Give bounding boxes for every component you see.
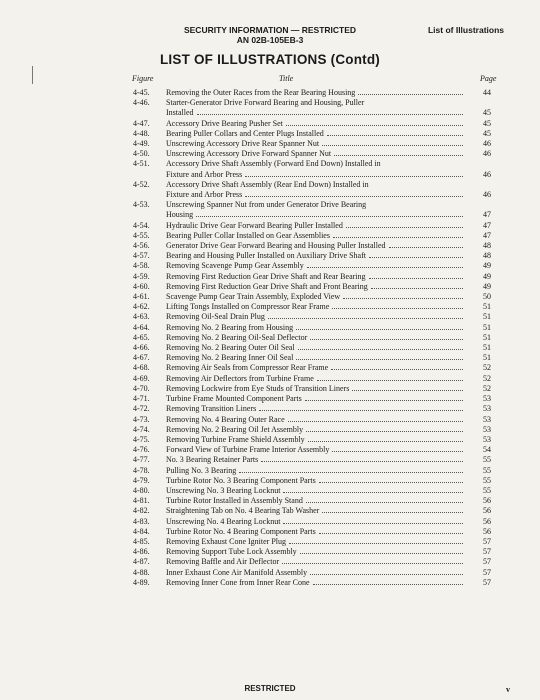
dot-leader [283,523,463,524]
figure-title [166,353,466,363]
figure-title-line: Bearing Puller Collar Installed on Gear Assemblies [166,230,330,240]
page-ref: 53 [483,414,491,424]
figure-number: 4-72. [133,404,150,414]
page-ref: 46 [483,169,491,179]
figure-number: 4-87. [133,557,150,567]
figure-number: 4-56. [133,241,150,251]
figure-title [166,272,466,282]
figure-title [166,384,466,394]
dot-leader [389,247,464,248]
figure-title [166,323,466,333]
dot-leader [289,543,463,544]
figure-title-line: Bearing and Housing Puller Installed on Auxiliary Drive Shaft [166,251,366,261]
figure-title [166,312,466,322]
figure-title [166,404,466,414]
page-ref: 57 [483,536,491,546]
list-item [0,486,540,496]
figure-title-line: Removing Transition Liners [166,404,257,414]
list-item [0,455,540,465]
dot-leader [282,563,463,564]
figure-title [166,343,466,353]
figure-number: 4-84. [133,526,150,536]
dot-leader [259,410,463,411]
dot-leader [322,512,463,513]
figure-title [166,435,466,445]
dot-leader [346,227,463,228]
list-item [0,506,540,516]
figure-title [166,496,466,506]
list-item [0,415,540,425]
dot-leader [317,380,463,381]
figure-title-line: Pulling No. 3 Bearing [166,465,237,475]
figure-number: 4-83. [133,516,150,526]
list-item [0,394,540,404]
dot-leader [296,329,463,330]
list-item [0,435,540,445]
list-item [0,272,540,282]
figure-title [166,476,466,486]
figure-title-line: Removing No. 2 Bearing Inner Oil Seal [166,353,294,363]
list-item [0,578,540,588]
list-item [0,159,540,179]
page-ref: 46 [483,139,491,149]
dot-leader [332,308,463,309]
figure-title-line: Fixture and Arbor Press [166,190,243,200]
list-item [0,312,540,322]
figure-title-line: Accessory Drive Shaft Assembly (Rear End Down) Installed in [166,179,369,189]
list-item [0,180,540,200]
figure-title-line: Inner Exhaust Cone Air Manifold Assembly [166,567,308,577]
page-ref: 55 [483,455,491,465]
figure-title-line: Removing Oil-Seal Drain Plug [166,312,265,322]
figure-number: 4-79. [133,475,150,485]
page-number: v [506,685,510,694]
dot-leader [239,472,463,473]
figure-number: 4-76. [133,445,150,455]
column-header-figure: Figure [132,74,154,83]
figure-title-line: Scavenge Pump Gear Train Assembly, Exploded View [166,292,341,302]
list-item [0,384,540,394]
page-ref: 49 [483,281,491,291]
figure-title [166,578,466,588]
figure-number: 4-59. [133,271,150,281]
figure-title [166,547,466,557]
list-item [0,251,540,261]
figure-title-line: Removing Exhaust Cone Igniter Plug [166,536,286,546]
figure-title-line: Fixture and Arbor Press [166,169,243,179]
figure-title-line: Housing [166,210,194,220]
list-item [0,527,540,537]
page-ref: 56 [483,496,491,506]
page-ref: 52 [483,383,491,393]
figure-title-line: Removing Lockwire from Eye Studs of Transition Liners [166,383,350,393]
list-item [0,200,540,220]
figure-title-line: Removing First Reduction Gear Drive Shaft and Front Bearing [166,281,368,291]
figure-title [166,149,466,159]
page-ref: 56 [483,506,491,516]
figure-number: 4-63. [133,312,150,322]
column-header-page: Page [480,74,497,83]
figure-title [166,374,466,384]
figure-title-line: Forward View of Turbine Frame Interior Assembly [166,445,330,455]
figure-title-line: Turbine Rotor Installed in Assembly Stand [166,496,303,506]
figure-title [166,261,466,271]
figure-title-line: Accessory Drive Bearing Pusher Set [166,118,283,128]
dot-leader [352,390,463,391]
figure-title-line: Removing No. 2 Bearing Oil-Seal Deflector [166,332,308,342]
list-item [0,466,540,476]
column-header-title: Title [279,74,294,83]
figure-number: 4-55. [133,230,150,240]
figure-title [166,517,466,527]
dot-leader [313,584,463,585]
figure-number: 4-73. [133,414,150,424]
page-ref: 44 [483,88,491,97]
page-ref: 45 [483,128,491,138]
list-item [0,261,540,271]
page-ref: 51 [483,322,491,332]
page-ref: 57 [483,547,491,557]
figure-title [166,129,466,139]
figure-title-line: Unscrewing No. 4 Bearing Locknut [166,516,281,526]
figure-title [166,506,466,516]
list-item [0,333,540,343]
figure-number: 4-48. [133,128,150,138]
figure-number: 4-47. [133,118,150,128]
dot-leader [358,94,463,95]
page-ref: 48 [483,251,491,261]
list-item [0,363,540,373]
page-ref: 55 [483,475,491,485]
list-item [0,374,540,384]
page-ref: 46 [483,149,491,159]
figure-number: 4-82. [133,506,150,516]
dot-leader [197,114,463,115]
illustration-list [0,88,540,588]
list-item [0,139,540,149]
dot-leader [369,278,463,279]
dot-leader [369,257,463,258]
figure-title [166,251,466,261]
list-item [0,557,540,567]
figure-number: 4-46. [133,98,150,108]
dot-leader [343,298,463,299]
figure-title [166,159,466,179]
dot-leader [283,492,463,493]
dot-leader [298,349,463,350]
page-ref: 45 [483,108,491,118]
page-ref: 49 [483,271,491,281]
page-ref: 56 [483,526,491,536]
figure-number: 4-58. [133,261,150,271]
figure-title-line: No. 3 Bearing Retainer Parts [166,455,259,465]
figure-number: 4-52. [133,179,150,189]
figure-title [166,415,466,425]
figure-title [166,221,466,231]
dot-leader [306,431,463,432]
list-item [0,231,540,241]
figure-number: 4-77. [133,455,150,465]
figure-number: 4-75. [133,434,150,444]
dot-leader [327,135,463,136]
list-item [0,547,540,557]
figure-number: 4-86. [133,547,150,557]
figure-number: 4-69. [133,373,150,383]
page-ref: 57 [483,577,491,587]
dot-leader [261,461,463,462]
figure-title-line: Unscrewing Spanner Nut from under Generator Drive Bearing [166,200,367,210]
figure-title-line: Removing No. 2 Bearing from Housing [166,322,294,332]
figure-number: 4-88. [133,567,150,577]
figure-number: 4-78. [133,465,150,475]
figure-title [166,241,466,251]
list-item [0,445,540,455]
dot-leader [300,553,463,554]
figure-title [166,557,466,567]
figure-title [166,445,466,455]
figure-title-line: Straightening Tab on No. 4 Bearing Tab Washer [166,506,320,516]
page-ref: 51 [483,332,491,342]
figure-title [166,363,466,373]
figure-title [166,425,466,435]
page-ref: 51 [483,343,491,353]
figure-title [166,486,466,496]
figure-number: 4-71. [133,394,150,404]
dot-leader [371,288,463,289]
figure-title-line: Removing Inner Cone from Inner Rear Cone [166,577,310,587]
list-item [0,282,540,292]
figure-number: 4-89. [133,577,150,587]
page-ref: 50 [483,292,491,302]
dot-leader [322,145,463,146]
dot-leader [296,359,463,360]
figure-title-line: Removing First Reduction Gear Drive Shaft and Rear Bearing [166,271,366,281]
list-item [0,353,540,363]
figure-title-line: Turbine Frame Mounted Component Parts [166,394,302,404]
list-item [0,292,540,302]
figure-title-line: Unscrewing Accessory Drive Forward Spanner Nut [166,149,332,159]
dot-leader [307,267,463,268]
document-number: AN 02B-105EB-3 [236,35,304,45]
figure-title-line: Starter-Generator Drive Forward Bearing and Housing, Puller [166,98,365,108]
figure-number: 4-61. [133,292,150,302]
dot-leader [245,176,463,177]
figure-title-line: Removing Baffle and Air Deflector [166,557,280,567]
figure-number: 4-49. [133,139,150,149]
page-ref: 51 [483,302,491,312]
figure-title [166,333,466,343]
figure-number: 4-54. [133,220,150,230]
figure-title-line: Unscrewing Accessory Drive Rear Spanner Nut [166,139,320,149]
figure-title-line: Lifting Tongs Installed on Compressor Rear Frame [166,302,330,312]
page-ref: 47 [483,210,491,220]
figure-title-line: Installed [166,108,194,118]
page-title: LIST OF ILLUSTRATIONS (Contd) [159,52,380,67]
figure-number: 4-65. [133,332,150,342]
figure-title-line: Turbine Rotor No. 4 Bearing Component Parts [166,526,316,536]
list-item [0,404,540,414]
figure-title-line: Accessory Drive Shaft Assembly (Forward End Down) Installed in [166,159,381,169]
page-ref: 46 [483,190,491,200]
figure-number: 4-60. [133,281,150,291]
page-ref: 51 [483,312,491,322]
figure-title [166,282,466,292]
page-ref: 48 [483,241,491,251]
list-item [0,88,540,98]
figure-title-line: Removing Turbine Frame Shield Assembly [166,434,305,444]
figure-title-line: Hydraulic Drive Gear Forward Bearing Puller Installed [166,220,343,230]
figure-number: 4-51. [133,159,150,169]
page-ref: 54 [483,445,491,455]
figure-title [166,394,466,404]
dot-leader [319,533,463,534]
page-ref: 53 [483,424,491,434]
figure-title [166,231,466,241]
figure-number: 4-85. [133,536,150,546]
list-item [0,98,540,118]
figure-number: 4-62. [133,302,150,312]
figure-title-line: Removing No. 4 Bearing Outer Race [166,414,285,424]
list-item [0,221,540,231]
figure-title-line: Turbine Rotor No. 3 Bearing Component Parts [166,475,316,485]
dot-leader [308,441,463,442]
figure-number: 4-68. [133,363,150,373]
figure-number: 4-74. [133,424,150,434]
dot-leader [334,155,463,156]
dot-leader [333,237,463,238]
figure-title [166,292,466,302]
page-ref: 51 [483,353,491,363]
figure-title [166,98,466,118]
dot-leader [310,339,463,340]
figure-title-line: Removing No. 2 Bearing Outer Oil Seal [166,343,295,353]
dot-leader [306,502,463,503]
figure-number: 4-50. [133,149,150,159]
page-ref: 55 [483,485,491,495]
margin-mark [32,66,33,84]
page-ref: 57 [483,557,491,567]
figure-title [166,466,466,476]
figure-number: 4-81. [133,496,150,506]
page-ref: 52 [483,373,491,383]
list-item [0,537,540,547]
footer-classification: RESTRICTED [244,684,296,693]
figure-number: 4-66. [133,343,150,353]
section-label: List of Illustrations [427,25,504,35]
list-item [0,119,540,129]
page-ref: 52 [483,363,491,373]
figure-title-line: Removing Scavenge Pump Gear Assembly [166,261,304,271]
list-item [0,129,540,139]
dot-leader [196,216,463,217]
list-item [0,302,540,312]
figure-number: 4-67. [133,353,150,363]
dot-leader [331,369,463,370]
figure-number: 4-80. [133,485,150,495]
list-item [0,496,540,506]
figure-title [166,88,466,98]
figure-title [166,527,466,537]
page-ref: 53 [483,394,491,404]
page-ref: 56 [483,516,491,526]
list-item [0,241,540,251]
page-ref: 49 [483,261,491,271]
page-ref: 47 [483,230,491,240]
figure-title-line: Generator Drive Gear Forward Bearing and Housing Puller Installed [166,241,386,251]
list-item [0,476,540,486]
list-item [0,517,540,527]
dot-leader [286,125,463,126]
list-item [0,568,540,578]
figure-title-line: Removing Air Deflectors from Turbine Frame [166,373,314,383]
dot-leader [268,318,463,319]
dot-leader [288,421,463,422]
figure-title-line: Removing Support Tube Lock Assembly [166,547,297,557]
page-ref: 53 [483,404,491,414]
figure-number: 4-45. [133,88,150,97]
page-ref: 47 [483,220,491,230]
figure-title [166,200,466,220]
dot-leader [332,451,463,452]
figure-number: 4-57. [133,251,150,261]
figure-title [166,180,466,200]
dot-leader [310,574,463,575]
figure-title [166,302,466,312]
figure-title-line: Unscrewing No. 3 Bearing Locknut [166,485,281,495]
page-ref: 57 [483,567,491,577]
list-item [0,425,540,435]
figure-title [166,139,466,149]
figure-title-line: Removing the Outer Races from the Rear Bearing Housing [166,88,356,97]
list-item [0,323,540,333]
figure-title [166,568,466,578]
figure-number: 4-64. [133,322,150,332]
figure-title-line: Bearing Puller Collars and Center Plugs Installed [166,128,324,138]
list-item [0,149,540,159]
figure-title [166,537,466,547]
page-ref: 55 [483,465,491,475]
figure-number: 4-70. [133,383,150,393]
dot-leader [305,400,463,401]
figure-title-line: Removing Air Seals from Compressor Rear Frame [166,363,329,373]
list-item [0,343,540,353]
figure-title-line: Removing No. 2 Bearing Oil Jet Assembly [166,424,304,434]
security-classification: SECURITY INFORMATION — RESTRICTED [183,25,357,35]
figure-number: 4-53. [133,200,150,210]
page-ref: 53 [483,434,491,444]
figure-title [166,119,466,129]
figure-title [166,455,466,465]
page-ref: 45 [483,118,491,128]
dot-leader [245,196,463,197]
dot-leader [319,482,463,483]
